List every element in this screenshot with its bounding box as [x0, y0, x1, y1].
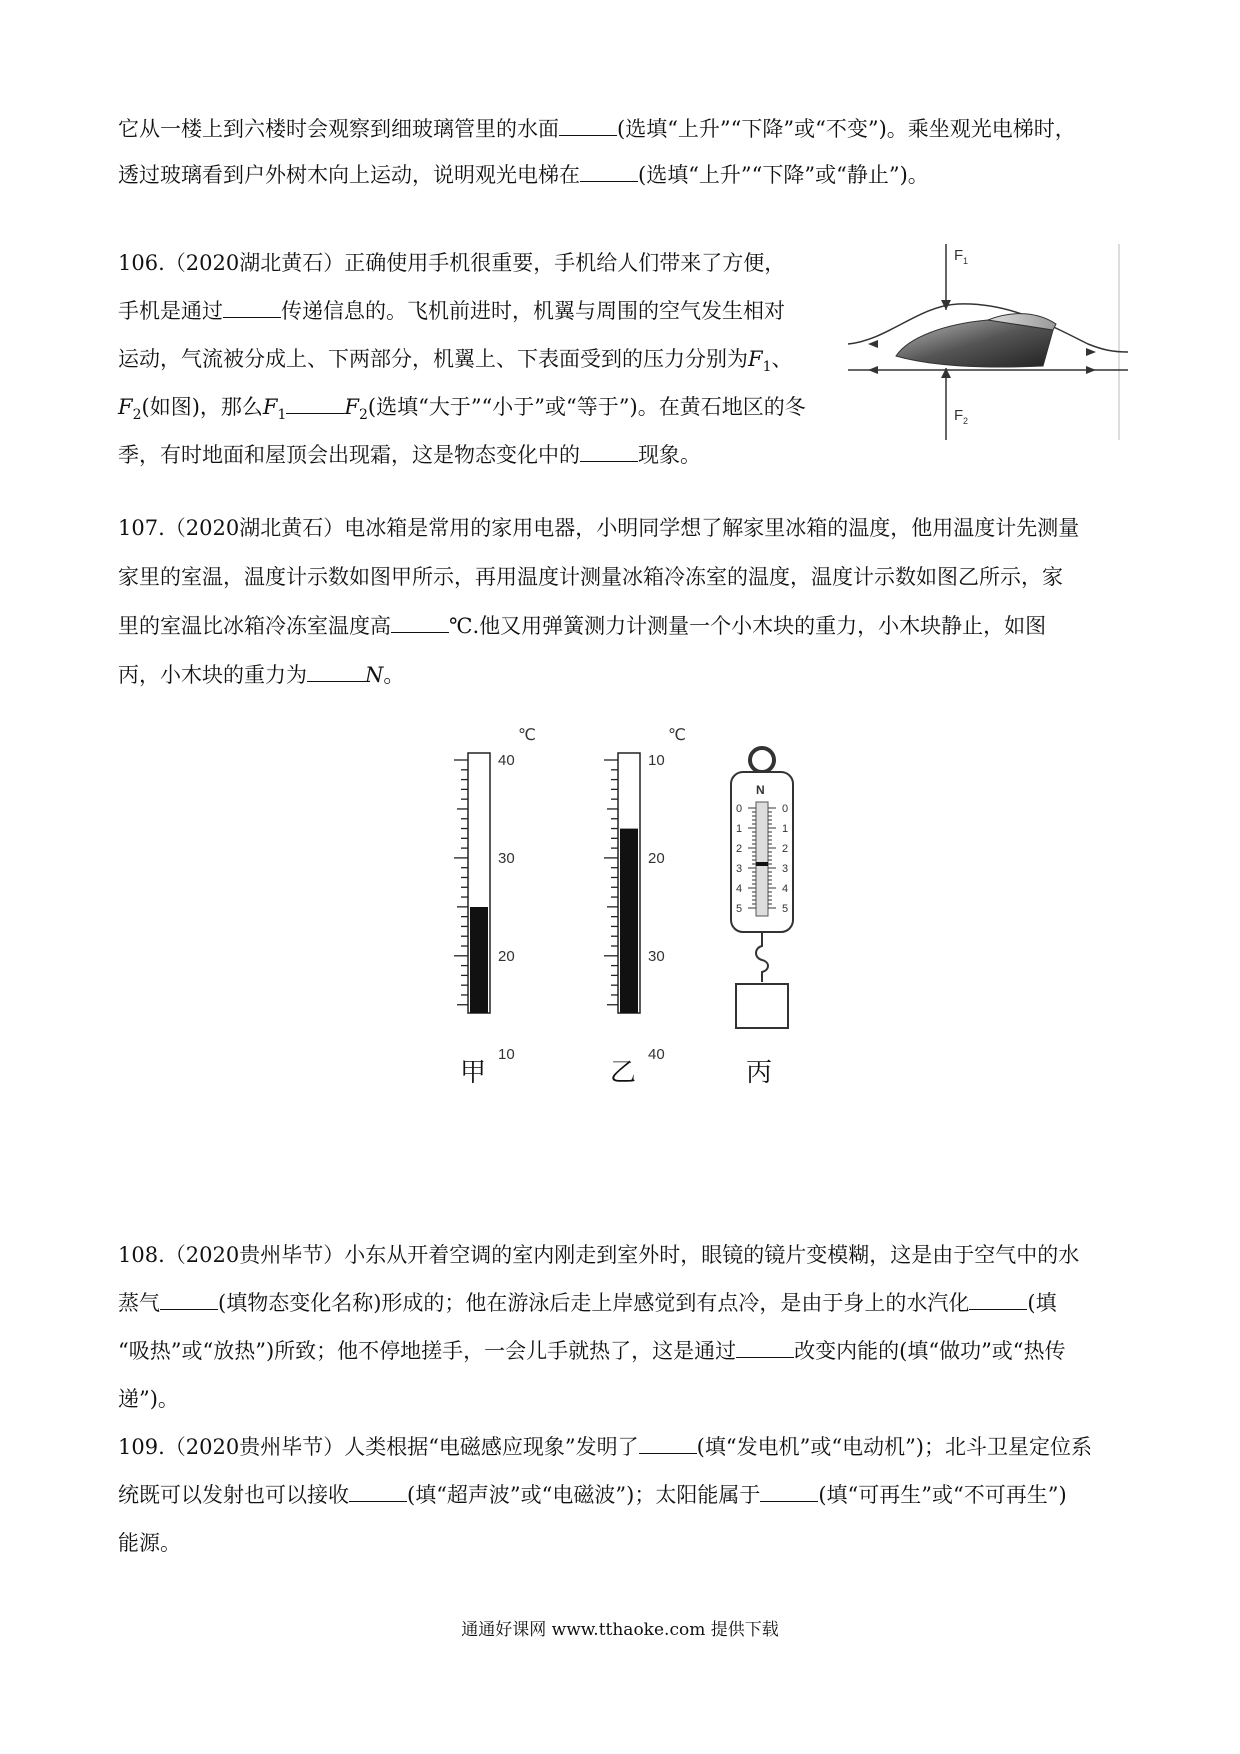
text-line: 统既可以发射也可以接收 (填“超声波”或“电磁波”)；太阳能属于 (填“可再生”或“不可再生”) — [118, 1483, 1067, 1507]
text-line: 家里的室温，温度计示数如图甲所示，再用温度计测量冰箱冷冻室的温度，温度计示数如图乙所示，家 — [118, 565, 1063, 589]
tick-label: 40 — [648, 1046, 665, 1063]
text-line: 运动，气流被分成上、下两部分，机翼上、下表面受到的压力分别为$F_1$、 — [118, 347, 793, 376]
answer-blank — [391, 614, 449, 633]
tick-label: 10 — [498, 1046, 515, 1063]
answer-blank — [736, 1339, 794, 1358]
thermometer-figure — [440, 720, 820, 1063]
figure-label-jia: 甲 — [460, 1058, 487, 1088]
figure-label-yi: 乙 — [610, 1058, 637, 1088]
svg-text:1: 1 — [963, 256, 969, 266]
text-line: 递”)。 — [118, 1387, 179, 1411]
tick-label: 2 — [736, 843, 743, 855]
tick-label: 1 — [782, 823, 789, 835]
tick-label: 4 — [736, 883, 743, 895]
answer-blank — [639, 1435, 697, 1454]
tick-label: 0 — [782, 803, 789, 815]
text-line: “吸热”或“放热”)所致；他不停地搓手，一会儿手就热了，这是通过 改变内能的(填“做功”或“热传 — [118, 1339, 1066, 1363]
unit-label: ℃ — [518, 727, 536, 744]
answer-blank — [760, 1483, 818, 1502]
tick-label: 0 — [736, 803, 743, 815]
thermometer-yi — [604, 727, 686, 1063]
wood-block — [736, 984, 788, 1028]
text-line: 蒸气 (填物态变化名称)形成的；他在游泳后走上岸感觉到有点冷，是由于身上的水汽化 (填 — [118, 1291, 1057, 1315]
tick-label: 10 — [648, 752, 665, 769]
tick-label: 20 — [498, 948, 515, 965]
tick-label: 3 — [736, 863, 743, 875]
unit-label: ℃ — [668, 727, 686, 744]
question-106-line: 106.（2020湖北黄石）正确使用手机很重要，手机给人们带来了方便， — [118, 251, 786, 275]
question-107-line: 107.（2020湖北黄石）电冰箱是常用的家用电器，小明同学想了解家里冰箱的温度，他用温度计先测量 — [118, 516, 1080, 540]
tick-label: 3 — [782, 863, 789, 875]
question-109-line: 109.（2020贵州毕节）人类根据“电磁感应现象”发明了 (填“发电机”或“电动机”)；北斗卫星定位系 — [118, 1435, 1092, 1459]
force-label-f2: F — [954, 407, 964, 424]
tick-label: 40 — [498, 752, 515, 769]
tick-label: 1 — [736, 823, 743, 835]
tick-label: 5 — [782, 903, 789, 915]
text-line: 它从一楼上到六楼时会观察到细玻璃管里的水面 (选填“上升”“下降”或“不变”)。乘坐观光电梯时， — [118, 117, 1076, 141]
page-footer: 通通好课网 www.tthaoke.com 提供下载 — [461, 1620, 779, 1640]
answer-blank — [580, 443, 638, 462]
wing-figure — [848, 244, 1128, 440]
text-line: 透过玻璃看到户外树木向上运动，说明观光电梯在 (选填“上升”“下降”或“静止”)。 — [118, 163, 929, 187]
tick-label: 20 — [648, 850, 665, 867]
answer-blank — [160, 1291, 218, 1310]
tick-label: 5 — [736, 903, 743, 915]
figure-label-bing: 丙 — [746, 1058, 773, 1088]
question-108-line: 108.（2020贵州毕节）小东从开着空调的室内刚走到室外时，眼镜的镜片变模糊，这是由于空气中的水 — [118, 1243, 1080, 1267]
unit-label: N — [756, 783, 765, 797]
answer-blank — [580, 163, 638, 182]
tick-label: 4 — [782, 883, 789, 895]
thermometer-jia — [454, 727, 536, 1063]
answer-blank — [349, 1483, 407, 1502]
answer-blank — [286, 395, 344, 414]
answer-blank — [559, 117, 617, 136]
text-line: 里的室温比冰箱冷冻室温度高 ℃.他又用弹簧测力计测量一个小木块的重力，小木块静止，如图 — [118, 614, 1047, 638]
spring-scale — [731, 748, 793, 1028]
text-line: 季，有时地面和屋顶会出现霜，这是物态变化中的 现象。 — [118, 443, 701, 467]
tick-label: 30 — [498, 850, 515, 867]
text-line: 能源。 — [118, 1531, 181, 1555]
tick-label: 2 — [782, 843, 789, 855]
force-label-f1: F — [954, 247, 964, 264]
text-line: $F_2$(如图)，那么$F_1$ $F_2$(选填“大于”“小于”或“等于”)。在黄石地区的冬 — [118, 395, 806, 424]
answer-blank — [969, 1291, 1027, 1310]
svg-text:2: 2 — [963, 416, 969, 426]
tick-label: 30 — [648, 948, 665, 965]
text-line: 丙，小木块的重力为 N。 — [118, 663, 405, 687]
answer-blank — [223, 299, 281, 318]
answer-blank — [307, 663, 365, 682]
text-line: 手机是通过 传递信息的。飞机前进时，机翼与周围的空气发生相对 — [118, 299, 785, 323]
